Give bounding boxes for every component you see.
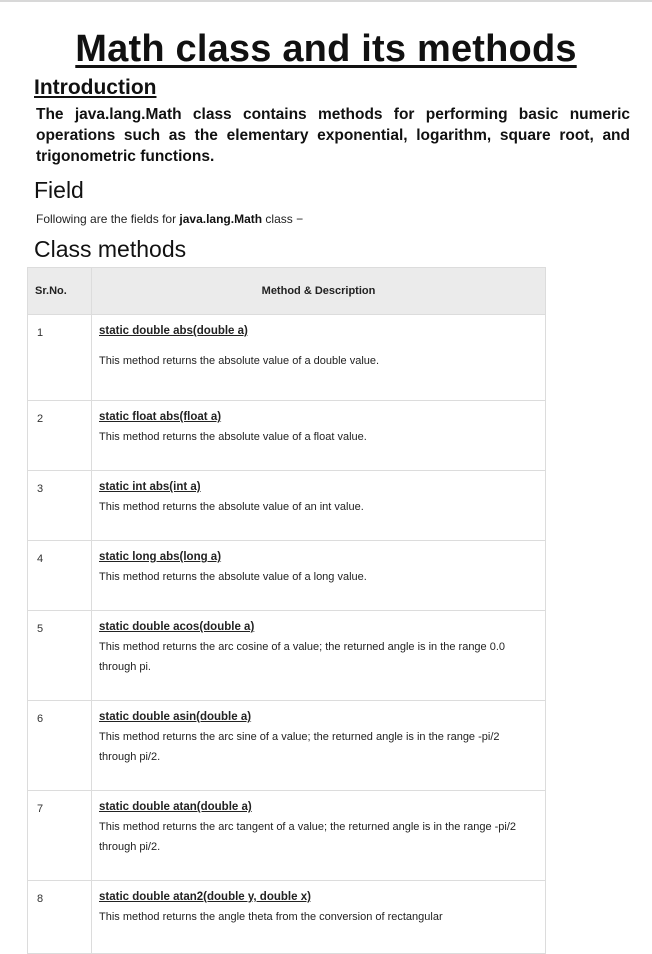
row-sr-no: 7: [28, 791, 92, 881]
field-text-after: class −: [262, 212, 304, 226]
method-signature-link[interactable]: static float abs(float a): [99, 411, 222, 423]
table-row: [28, 881, 546, 954]
column-header-sr-no: Sr.No.: [28, 268, 92, 315]
method-signature-link[interactable]: static double atan2(double y, double x): [99, 891, 311, 903]
row-sr-no: 6: [28, 701, 92, 791]
method-signature-link[interactable]: static double atan(double a): [99, 801, 252, 813]
method-description: This method returns the arc cosine of a value; the returned angle is in the range 0.0 through pi.: [99, 641, 506, 673]
method-description: This method returns the absolute value of a long value.: [99, 571, 367, 583]
top-border: [0, 0, 652, 2]
row-method-cell: [92, 611, 546, 701]
table-row: [28, 541, 546, 611]
class-methods-heading: Class methods: [34, 236, 187, 262]
table-row: [28, 401, 546, 471]
row-method-cell: [92, 315, 546, 401]
method-description: This method returns the arc sine of a value; the returned angle is in the range -pi/2 through pi/2.: [99, 731, 500, 763]
method-signature-link[interactable]: static double acos(double a): [99, 621, 255, 633]
page-title: Math class and its methods: [75, 28, 577, 70]
row-sr-no: 1: [28, 315, 92, 401]
field-text: [36, 212, 303, 226]
methods-table: [27, 267, 546, 954]
column-header-method-description: Method & Description: [92, 268, 546, 315]
field-text-class-name: java.lang.Math: [179, 212, 263, 226]
row-method-cell: [92, 541, 546, 611]
table-row: [28, 791, 546, 881]
field-heading: Field: [34, 177, 84, 203]
method-signature-link[interactable]: static int abs(int a): [99, 481, 201, 493]
row-method-cell: [92, 701, 546, 791]
method-signature-link[interactable]: static double asin(double a): [99, 711, 252, 723]
method-signature-link[interactable]: static long abs(long a): [99, 551, 222, 563]
method-description: This method returns the angle theta from the conversion of rectangular: [99, 911, 443, 923]
row-method-cell: [92, 471, 546, 541]
method-signature-link[interactable]: static double abs(double a): [99, 325, 248, 337]
row-sr-no: 5: [28, 611, 92, 701]
row-sr-no: 4: [28, 541, 92, 611]
row-sr-no: 8: [28, 881, 92, 954]
table-row: [28, 701, 546, 791]
field-text-before: Following are the fields for: [36, 212, 180, 226]
row-method-cell: [92, 791, 546, 881]
table-row: [28, 471, 546, 541]
table-header-row: [28, 268, 546, 315]
row-sr-no: 3: [28, 471, 92, 541]
table-row: [28, 315, 546, 401]
introduction-text: The java.lang.Math class contains methods for performing basic numeric operations such as the elementary exponential, logarithm, square root, and trigonometric functions.: [36, 106, 630, 165]
row-sr-no: 2: [28, 401, 92, 471]
method-description: This method returns the absolute value of a float value.: [99, 431, 367, 443]
method-description: This method returns the absolute value of an int value.: [99, 501, 364, 513]
table-row: [28, 611, 546, 701]
introduction-heading: Introduction: [34, 76, 157, 99]
row-method-cell: [92, 881, 546, 954]
method-description: This method returns the absolute value of a double value.: [99, 355, 380, 367]
method-description: This method returns the arc tangent of a value; the returned angle is in the range -pi/2 through pi/2.: [99, 821, 517, 853]
row-method-cell: [92, 401, 546, 471]
